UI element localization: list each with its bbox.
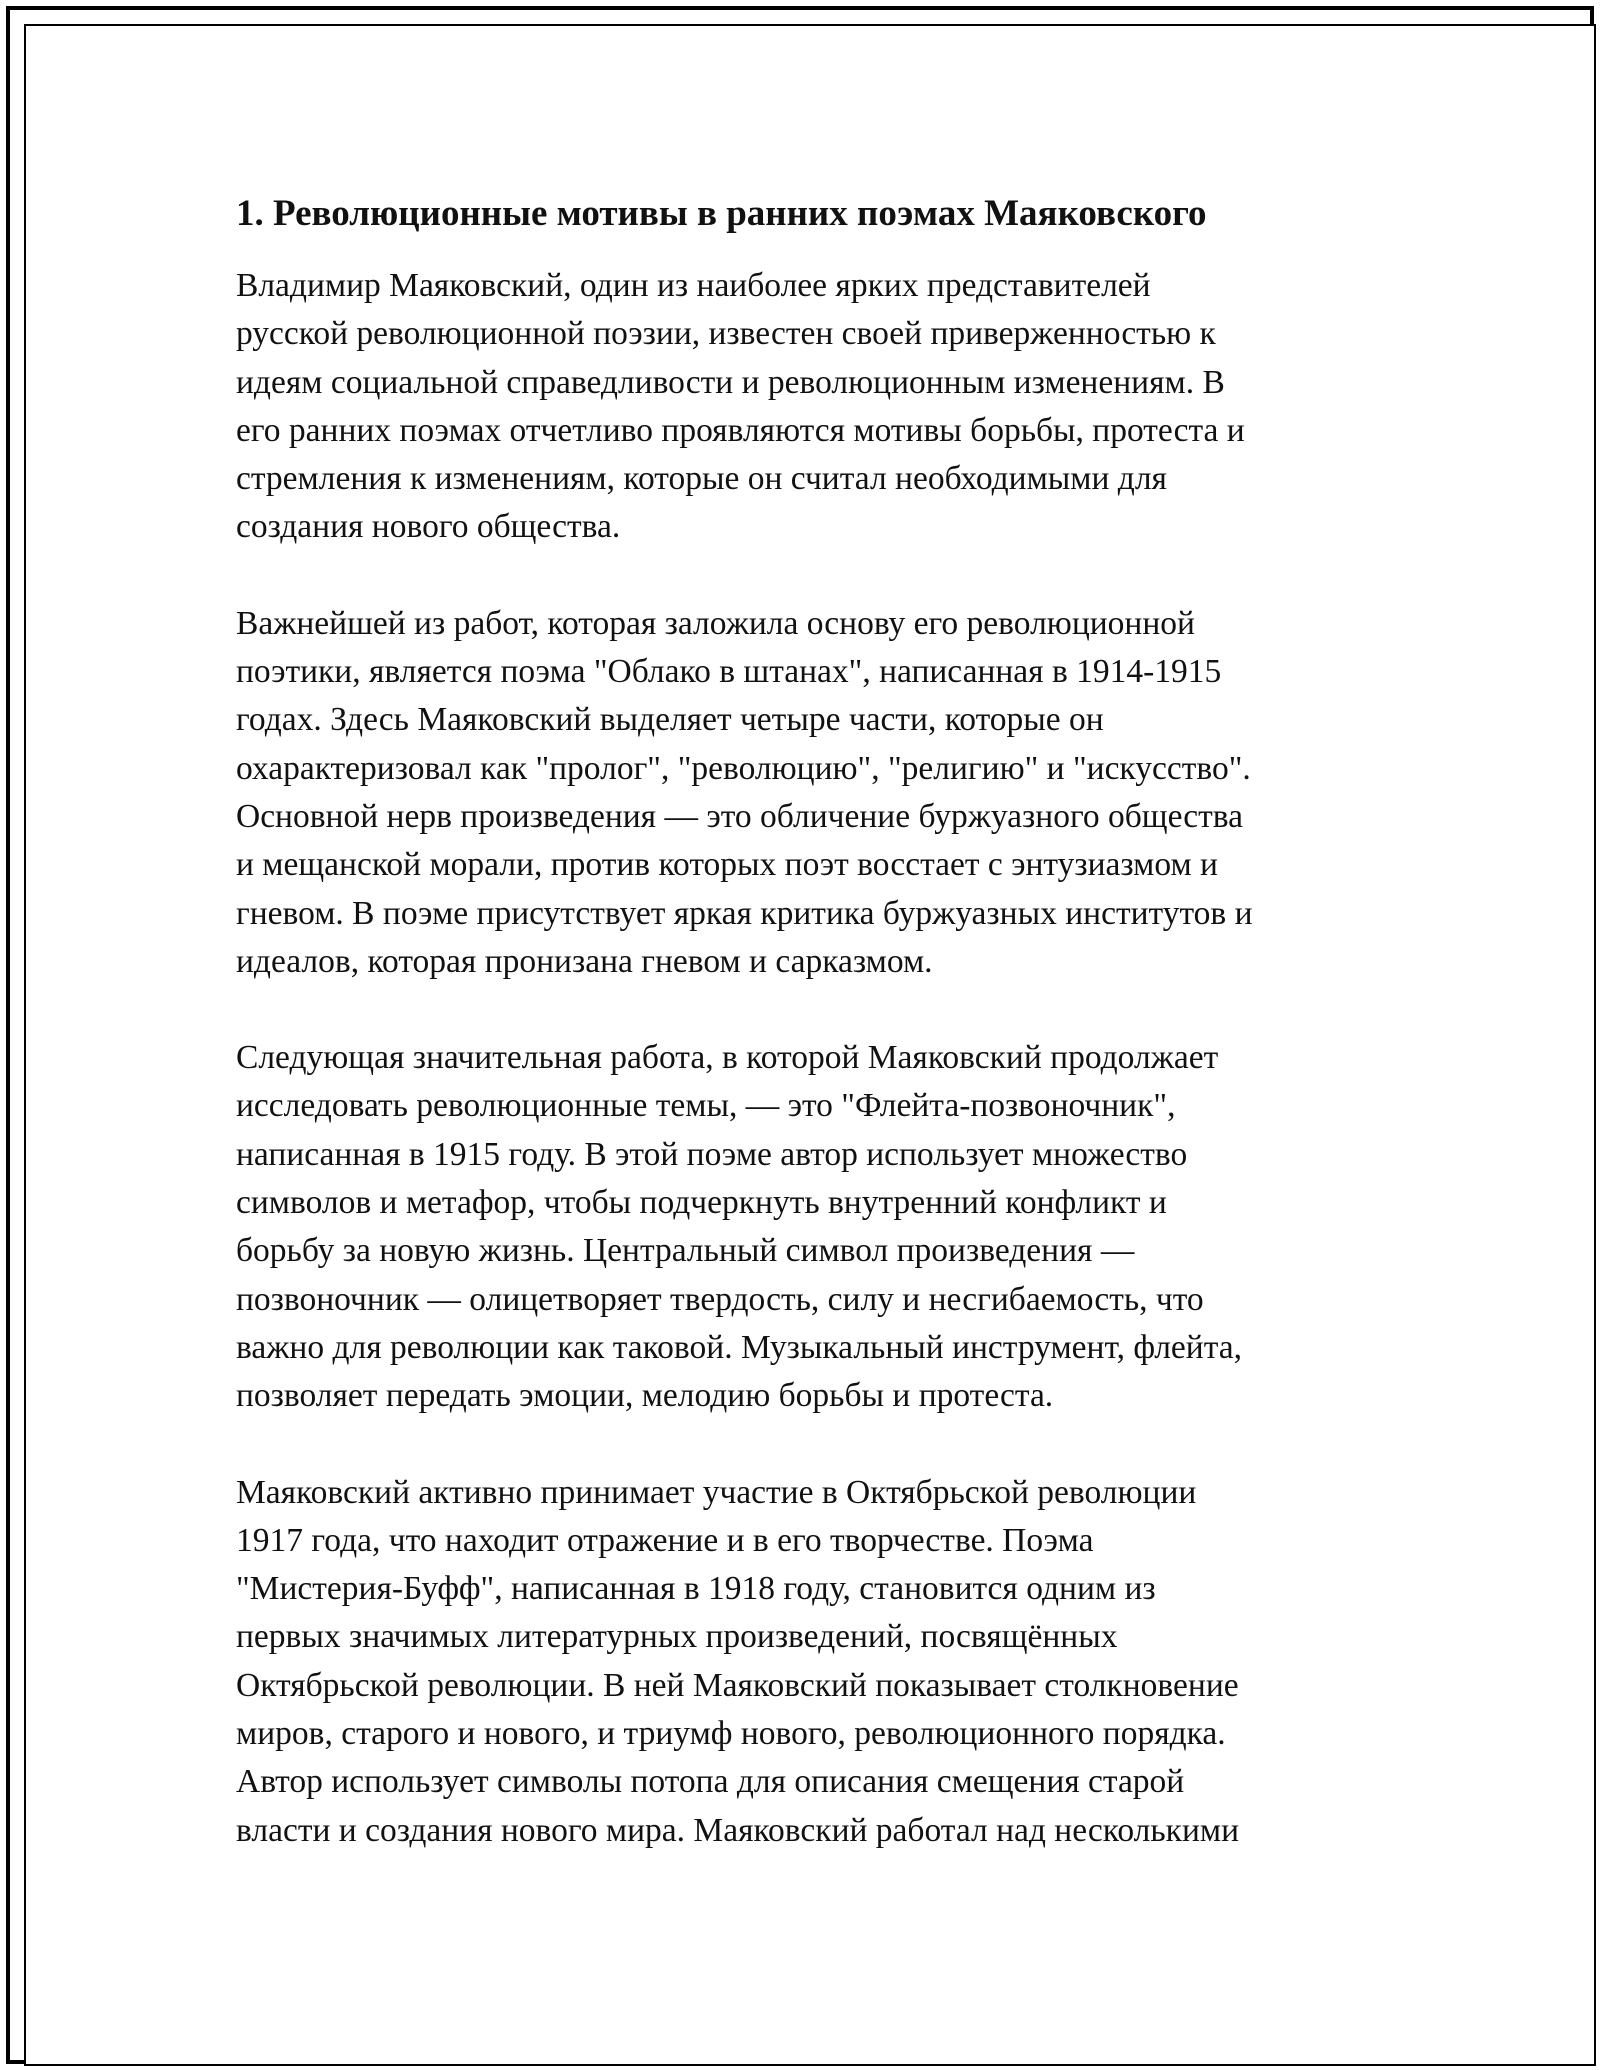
text-line: Следующая значительная работа, в которой Маяковский продолжает [236,1039,1219,1077]
text-line: идеалов, которая пронизана гневом и сарказмом. [236,942,933,980]
text-line: важно для революции как таковой. Музыкальный инструмент, флейта, [236,1328,1242,1366]
text-line: идеям социальной справедливости и революционным изменениям. В [236,363,1225,401]
text-line: и мещанской морали, против которых поэт восстает с энтузиазмом и [236,846,1218,884]
text-line: охарактеризовал как "пролог", "революцию", "религию" и "искусство". [236,749,1251,787]
text-line: написанная в 1915 году. В этой поэме автор использует множество [236,1135,1188,1173]
paragraph-4 [236,1469,1366,1855]
paragraph-3 [236,1034,1366,1420]
text-line: исследовать революционные темы, — это "Флейта-позвоночник", [236,1087,1176,1125]
text-line: Основной нерв произведения — это обличение буржуазного общества [236,797,1244,835]
paragraph-1 [236,262,1366,552]
text-line: позвоночник — олицетворяет твердость, силу и несгибаемость, что [236,1280,1204,1318]
paragraph-2 [236,600,1366,986]
text-line: Важнейшей из работ, которая заложила основу его революционной [236,604,1195,642]
text-line: годах. Здесь Маяковский выделяет четыре части, которые он [236,701,1104,739]
text-line: власти и создания нового мира. Маяковский работал над несколькими [236,1811,1240,1849]
text-line: Автор использует символы потопа для описания смещения старой [236,1763,1185,1801]
text-line: Октябрьской революции. В ней Маяковский показывает столкновение [236,1666,1239,1704]
text-line: стремления к изменениям, которые он считал необходимыми для [236,460,1167,498]
text-line: русской революционной поэзии, известен своей приверженностью к [236,315,1216,353]
text-line: создания нового общества. [236,508,621,546]
text-line: Маяковский активно принимает участие в Октябрьской революции [236,1473,1197,1511]
text-line: символов и метафор, чтобы подчеркнуть внутренний конфликт и [236,1184,1167,1222]
text-line: его ранних поэмах отчетливо проявляются мотивы борьбы, протеста и [236,411,1245,449]
text-line: позволяет передать эмоции, мелодию борьбы и протеста. [236,1377,1054,1415]
text-line: 1917 года, что находит отражение и в его творчестве. Поэма [236,1521,1094,1559]
text-line: Владимир Маяковский, один из наиболее ярких представителей [236,267,1151,304]
text-line: первых значимых литературных произведений, посвящённых [236,1618,1118,1656]
section-heading: 1. Революционные мотивы в ранних поэмах Маяковского [236,193,1207,234]
document-body [236,186,1366,1903]
text-line: "Мистерия-Буфф", написанная в 1918 году, становится одним из [236,1570,1156,1608]
text-line: поэтики, является поэма "Облако в штанах", написанная в 1914-1915 [236,653,1222,691]
text-line: миров, старого и нового, и триумф нового, революционного порядка. [236,1715,1226,1753]
text-line: гневом. В поэме присутствует яркая критика буржуазных институтов и [236,894,1253,932]
text-line: борьбу за новую жизнь. Центральный символ произведения — [236,1232,1135,1270]
